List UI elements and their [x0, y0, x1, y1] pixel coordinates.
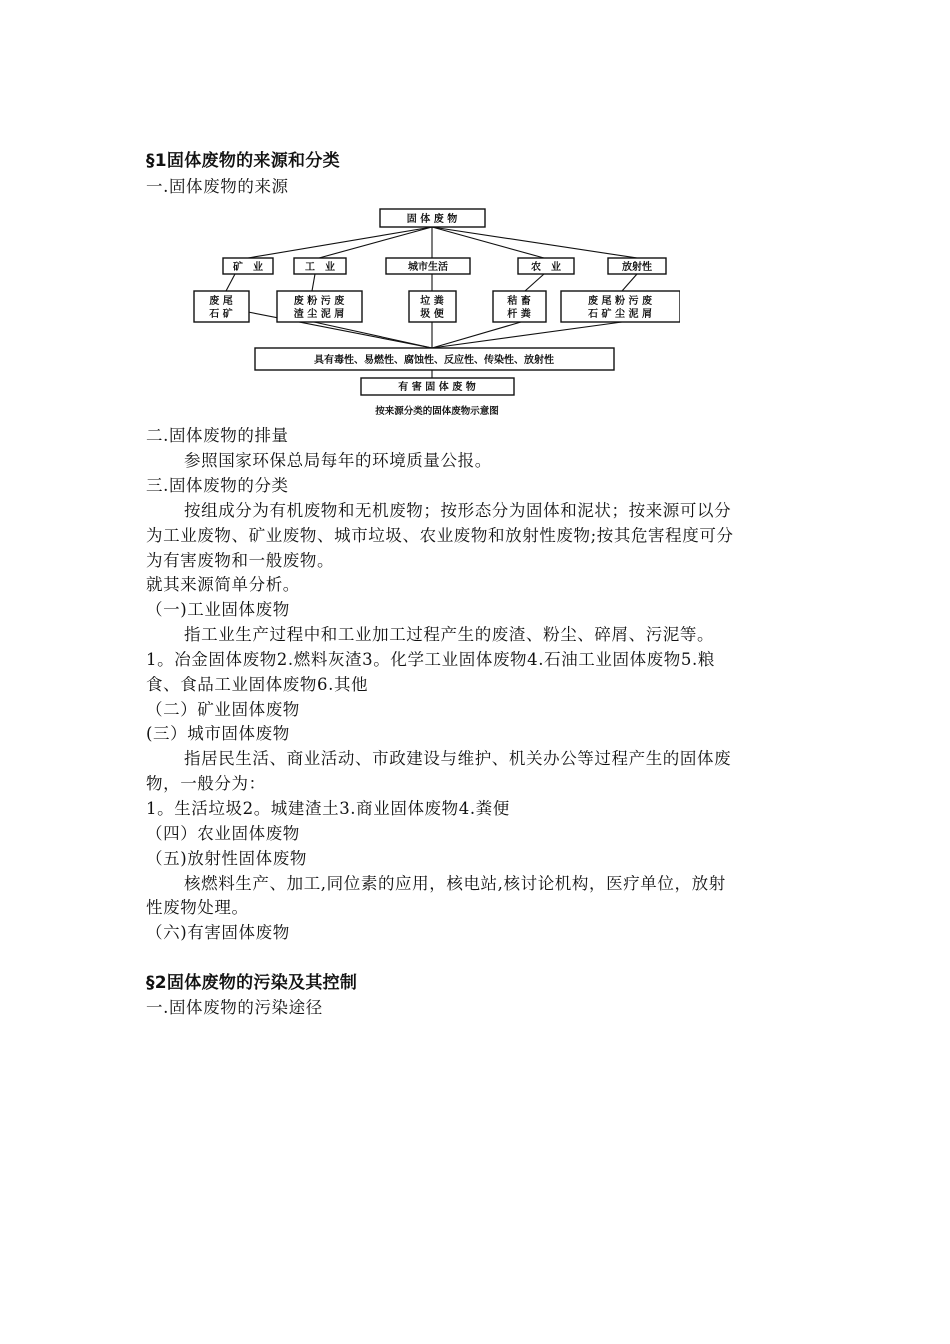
radioactive-waste-heading: （五)放射性固体废物	[146, 849, 307, 868]
classification-para2: 就其来源简单分析。	[146, 575, 300, 594]
urban-waste-desc-line2: 物，一般分为：	[146, 774, 266, 793]
svg-text:垃 粪: 垃 粪	[420, 296, 444, 307]
section1-title: §1固体废物的来源和分类	[146, 151, 340, 171]
emission-text: 参照国家环保总局每年的环境质量公报。	[184, 451, 492, 470]
svg-text:石 矿: 石 矿	[209, 309, 233, 320]
pollution-path-heading: 一.固体废物的污染途径	[146, 998, 323, 1017]
node-waste-radioactive	[561, 291, 680, 322]
svg-text:秸 畜: 秸 畜	[507, 296, 531, 307]
section2-title: §2固体废物的污染及其控制	[146, 973, 358, 993]
source-heading: 一.固体废物的来源	[146, 177, 289, 196]
mining-waste-heading: （二）矿业固体废物	[146, 700, 300, 719]
svg-text:废 粉 污 废: 废 粉 污 废	[293, 296, 345, 307]
svg-text:放射性: 放射性	[622, 262, 652, 273]
svg-text:具有毒性、易燃性、腐蚀性、反应性、传染性、放射性: 具有毒性、易燃性、腐蚀性、反应性、传染性、放射性	[314, 355, 554, 366]
hazardous-waste-heading: （六)有害固体废物	[146, 923, 290, 942]
classification-para-line2: 为工业废物、矿业废物、城市垃圾、农业废物和放射性废物;按其危害程度可分	[146, 526, 734, 545]
node-source-radioactive	[608, 258, 666, 274]
svg-text:工 业: 工 业	[305, 262, 335, 273]
node-root	[380, 209, 485, 227]
node-waste-agriculture	[493, 291, 546, 322]
industrial-waste-list-line2: 食、食品工业固体废物6.其他	[146, 675, 369, 694]
classification-para-line1: 按组成分为有机废物和无机废物；按形态分为固体和泥状；按来源可以分	[184, 501, 732, 520]
svg-text:石 矿 尘 泥 屑: 石 矿 尘 泥 屑	[588, 309, 652, 320]
node-hazardous-waste	[361, 378, 514, 395]
node-source-city	[386, 258, 470, 274]
node-properties	[255, 348, 614, 370]
node-waste-mining	[194, 291, 249, 322]
urban-waste-list: 1。生活垃圾2。城建渣土3.商业固体废物4.粪便	[146, 799, 510, 818]
industrial-waste-desc: 指工业生产过程中和工业加工过程产生的废渣、粉尘、碎屑、污泥等。	[184, 625, 715, 644]
svg-text:废 尾: 废 尾	[209, 296, 233, 307]
waste-classification-diagram	[190, 200, 680, 425]
svg-text:杆 粪: 杆 粪	[507, 309, 531, 320]
svg-text:圾 便: 圾 便	[420, 309, 444, 320]
node-source-mining	[223, 258, 273, 274]
node-source-agriculture	[518, 258, 574, 274]
svg-text:农 业: 农 业	[531, 262, 561, 273]
node-source-industry	[294, 258, 346, 274]
node-waste-industry	[277, 291, 362, 322]
radioactive-waste-desc-line1: 核燃料生产、加工,同位素的应用，核电站,核讨论机构，医疗单位，放射	[184, 874, 726, 893]
industrial-waste-heading: （一)工业固体废物	[146, 600, 290, 619]
urban-waste-desc-line1: 指居民生活、商业活动、市政建设与维护、机关办公等过程产生的固体废	[184, 749, 732, 768]
svg-text:有 害 固 体 废 物: 有 害 固 体 废 物	[398, 382, 476, 393]
svg-text:渣 尘 泥 屑: 渣 尘 泥 屑	[293, 309, 345, 320]
diagram-caption: 按来源分类的固体废物示意图	[375, 406, 499, 417]
radioactive-waste-desc-line2: 性废物处理。	[146, 898, 249, 917]
svg-text:矿 业: 矿 业	[233, 262, 263, 273]
svg-text:城市生活: 城市生活	[408, 262, 448, 273]
classification-heading: 三.固体废物的分类	[146, 476, 289, 495]
emission-heading: 二.固体废物的排量	[146, 426, 289, 445]
urban-waste-heading: (三）城市固体废物	[146, 724, 290, 743]
svg-text:废 尾 粉 污 废: 废 尾 粉 污 废	[588, 296, 652, 307]
agricultural-waste-heading: （四）农业固体废物	[146, 824, 300, 843]
svg-text:固 体 废 物: 固 体 废 物	[406, 214, 458, 225]
classification-para-line3: 为有害废物和一般废物。	[146, 551, 335, 570]
industrial-waste-list-line1: 1。冶金固体废物2.燃料灰渣3。化学工业固体废物4.石油工业固体废物5.粮	[146, 650, 715, 669]
node-waste-city	[409, 291, 456, 322]
